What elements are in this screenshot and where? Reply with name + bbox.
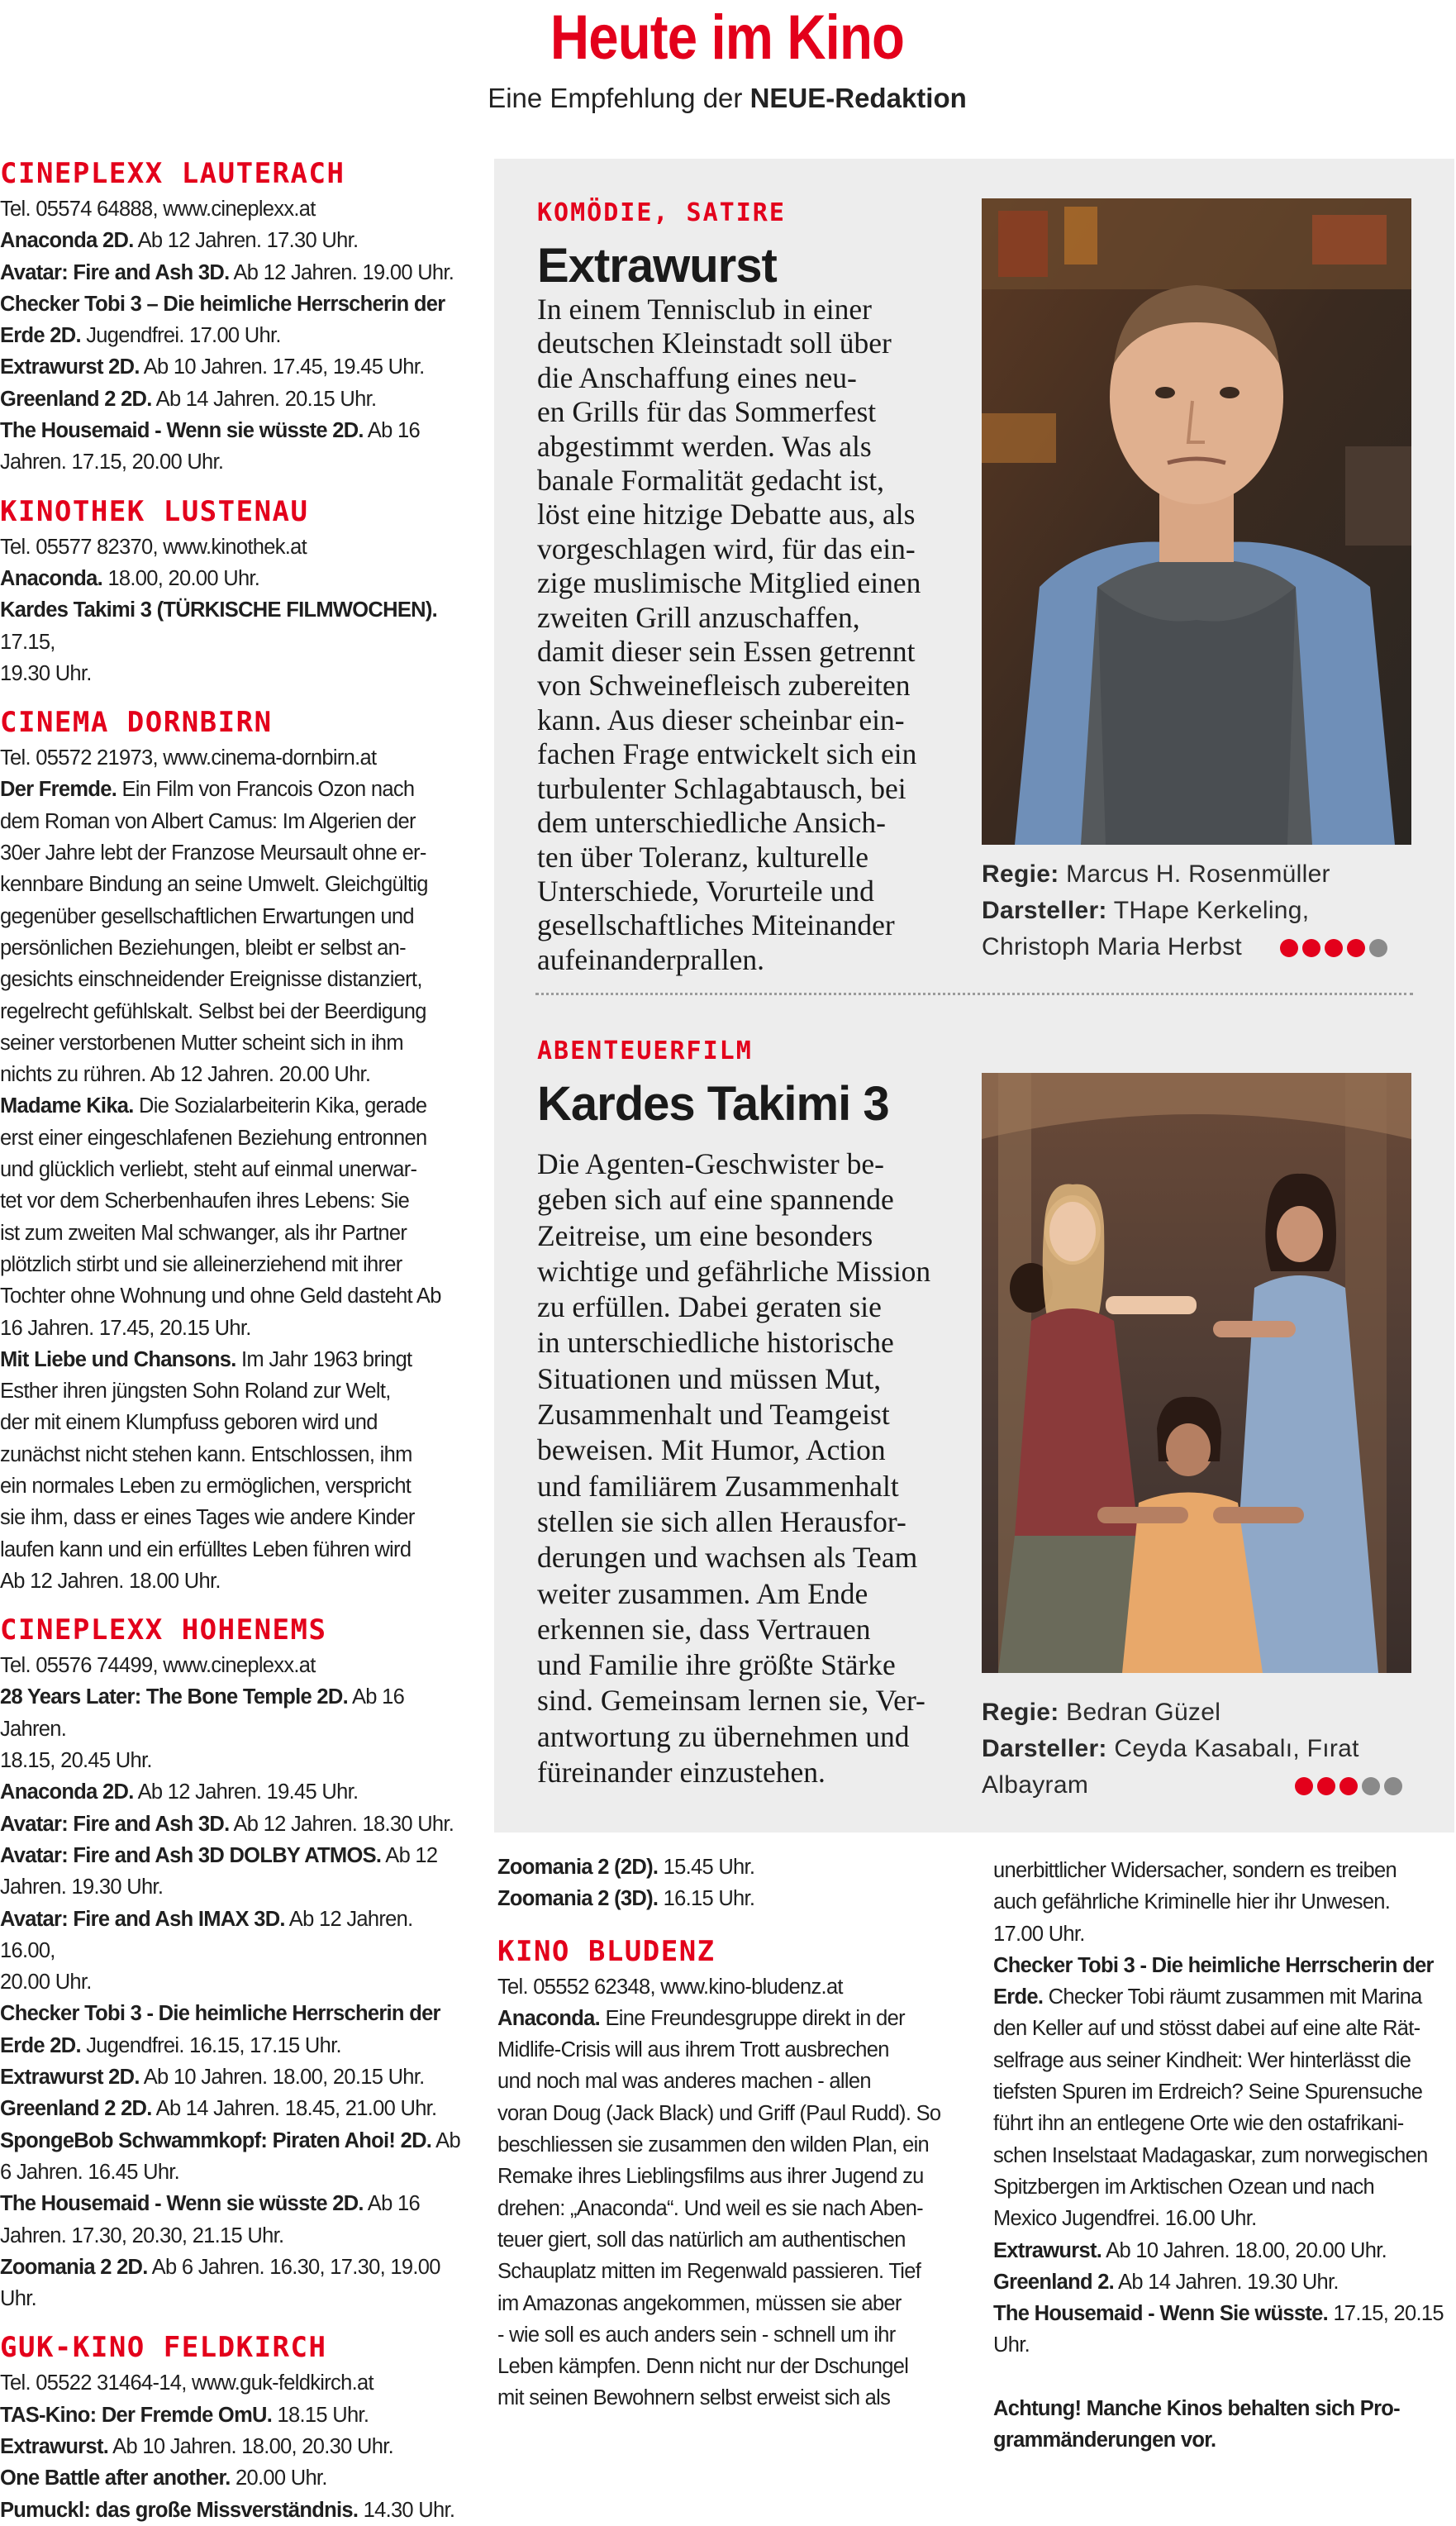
listing-line xyxy=(0,1776,463,1808)
listing-line xyxy=(0,932,463,964)
listing-text: beschliessen sie zusammen den wilden Plan, ein xyxy=(497,2133,930,2157)
listing-text: Jugendfrei. 16.15, 17.15 Uhr. xyxy=(80,2033,341,2057)
listing-text: erst einer eingeschlafenen Beziehung entronnen xyxy=(0,1126,427,1150)
cinema-listings-left xyxy=(0,154,463,2526)
film-title: One Battle after another. xyxy=(0,2466,231,2490)
listing-line xyxy=(993,2235,1456,2266)
listing-text: kennbare Bindung an seine Umwelt. Gleichgültig xyxy=(0,873,428,897)
rating-dot-filled xyxy=(1325,939,1343,957)
feature-body-line: turbulenter Schlagabtausch, bei xyxy=(537,771,906,805)
listing-line xyxy=(993,1855,1456,1886)
listing-line xyxy=(0,1375,463,1407)
film-title: Zoomania 2 (2D). xyxy=(497,1856,659,1879)
film-title: Checker Tobi 3 - Die heimliche Herrscherin der xyxy=(993,1953,1434,1977)
film-title: Avatar: Fire and Ash IMAX 3D. xyxy=(0,1907,285,1931)
film-title: Extrawurst 2D. xyxy=(0,2066,140,2090)
listing-text: Jahren. 19.30 Uhr. xyxy=(0,1875,164,1899)
listing-line xyxy=(0,415,463,446)
listing-text: Ab 16 xyxy=(363,419,420,443)
listing-line xyxy=(497,2319,944,2351)
listing-text: Ab 16 Jahren. xyxy=(0,1685,405,1741)
listing-text: den Keller auf und stösst dabei auf eine alte Rät- xyxy=(993,2017,1420,2041)
listing-line xyxy=(497,2382,944,2414)
listing-text: 18.15, 20.45 Uhr. xyxy=(0,1749,152,1773)
film-title: Mit Liebe und Chansons. xyxy=(0,1347,236,1371)
film-title: Checker Tobi 3 - Die heimliche Herrscherin der xyxy=(0,2002,440,2026)
listing-text: 30er Jahre lebt der Franzose Meursault ohne er- xyxy=(0,841,426,865)
feature-body xyxy=(537,293,983,977)
listing-text: Checker Tobi räumt zusammen mit Marina xyxy=(1043,1985,1422,2009)
rating-dot-filled xyxy=(1347,939,1365,957)
listing-line xyxy=(0,1313,463,1344)
listing-line xyxy=(993,1886,1456,1918)
listing-line xyxy=(497,2224,944,2256)
listing-line xyxy=(0,1154,463,1185)
film-title: Anaconda. xyxy=(497,2006,601,2030)
listing-text: Ab 12 Jahren. 19.00 Uhr. xyxy=(229,260,454,284)
film-title: Zoomania 2 2D. xyxy=(0,2255,148,2279)
feature-body-line: ten über Toleranz, kulturelle xyxy=(537,840,869,874)
feature-body-line: in unterschiedliche historische xyxy=(537,1326,894,1360)
listing-text: 17.15, 20.15 Uhr. xyxy=(993,2302,1444,2357)
listing-text: Ab 14 Jahren. 19.30 Uhr. xyxy=(1114,2270,1339,2294)
listing-text: Tochter ohne Wohnung und ohne Geld dasteht Ab xyxy=(0,1284,441,1308)
listing-text: gesichts einschneidender Ereignisse distanziert, xyxy=(0,968,422,992)
listing-text: 15.45 Uhr. xyxy=(658,1856,755,1879)
feature-body-line: deutschen Kleinstadt soll über xyxy=(537,326,892,360)
listing-line xyxy=(993,1918,1456,1950)
feature-body-line: aufeinanderprallen. xyxy=(537,942,764,976)
listing-line xyxy=(0,901,463,932)
listing-text: sie ihm, dass er eines Tages wie andere Kinder xyxy=(0,1506,415,1530)
film-title: Avatar: Fire and Ash 3D. xyxy=(0,260,230,284)
film-title: SpongeBob Schwammkopf: Piraten Ahoi! 2D. xyxy=(0,2128,432,2152)
rating-dot-filled xyxy=(1339,1777,1358,1795)
feature-body-line: Zusammenhalt und Teamgeist xyxy=(537,1398,890,1432)
listing-line xyxy=(0,2431,463,2462)
listing-line xyxy=(0,2220,463,2252)
listing-text: Ab 12 Jahren. 18.30 Uhr. xyxy=(229,1812,454,1836)
feature-title: Kardes Takimi 3 xyxy=(537,1077,889,1131)
feature-body-line: Situationen und müssen Mut, xyxy=(537,1361,882,1395)
listing-text: 6 Jahren. 16.45 Uhr. xyxy=(0,2160,180,2184)
film-title: Erde. xyxy=(993,1985,1044,2009)
listing-line xyxy=(0,1280,463,1312)
feature-body-line: Unterschiede, Vorurteile und xyxy=(537,874,874,908)
feature-body-line: erkennen sie, dass Vertrauen xyxy=(537,1612,871,1646)
cinema-contact: Tel. 05522 31464-14, www.guk-feldkirch.at xyxy=(0,2371,374,2395)
feature-body-line: fachen Frage entwickelt sich ein xyxy=(537,737,917,771)
feature-body-line: Zeitreise, um eine besonders xyxy=(537,1218,873,1252)
listing-text: Jugendfrei. 17.00 Uhr. xyxy=(80,324,281,348)
film-title: Extrawurst. xyxy=(0,2435,109,2458)
film-title: The Housemaid - Wenn sie wüsste 2D. xyxy=(0,2192,364,2216)
film-title: Greenland 2 2D. xyxy=(0,387,152,411)
film-title: The Housemaid - Wenn Sie wüsste. xyxy=(993,2302,1329,2326)
listing-line xyxy=(0,2400,463,2431)
listing-line xyxy=(993,1950,1456,1981)
feature-body-line: und familiärem Zusammenhalt xyxy=(537,1469,899,1503)
listing-line xyxy=(0,1439,463,1470)
listing-text: Ab 10 Jahren. 18.00, 20.30 Uhr. xyxy=(108,2435,393,2458)
feature-genre: KOMÖDIE, SATIRE xyxy=(537,198,786,227)
listing-line xyxy=(497,2003,944,2034)
listing-line xyxy=(0,774,463,805)
extrawurst-photo xyxy=(982,198,1411,845)
listing-line xyxy=(0,320,463,351)
listing-text: mit seinen Bewohnern selbst erweist sich als xyxy=(497,2386,891,2410)
kardes-takimi-photo xyxy=(982,1073,1411,1673)
film-title: Zoomania 2 (3D). xyxy=(497,1887,659,1911)
cinema-contact: Tel. 05552 62348, www.kino-bludenz.at xyxy=(497,1975,843,1999)
listing-line xyxy=(0,964,463,995)
listing-line xyxy=(0,2125,463,2157)
listing-text: Mexico Jugendfrei. 16.00 Uhr. xyxy=(993,2207,1257,2231)
schedule-notice: grammänderungen vor. xyxy=(993,2428,1216,2452)
listing-line xyxy=(993,2045,1456,2076)
film-title: Greenland 2. xyxy=(993,2270,1115,2294)
listing-text: Ab 12 Jahren. 18.00 Uhr. xyxy=(0,1569,221,1593)
listing-text: im Amazonas angekommen, müssen sie aber xyxy=(497,2291,902,2315)
listing-text: Ab 16 xyxy=(363,2192,420,2216)
listing-line xyxy=(993,2203,1456,2234)
listing-line xyxy=(993,2108,1456,2139)
listing-line xyxy=(993,2076,1456,2108)
listing-line xyxy=(0,1185,463,1217)
listing-text: Ab 12 Jahren. 17.30 Uhr. xyxy=(133,229,359,253)
feature-body-line: zu erfüllen. Dabei geraten sie xyxy=(537,1290,882,1324)
listing-text: 17.15, xyxy=(0,630,55,654)
listing-line xyxy=(993,2171,1456,2203)
listing-text: Ab 10 Jahren. 18.00, 20.15 Uhr. xyxy=(139,2066,425,2090)
cinema-contact: Tel. 05577 82370, www.kinothek.at xyxy=(0,535,307,559)
feature-body-line: geben sich auf eine spannende xyxy=(537,1183,894,1217)
feature-body-line: antwortung zu übernehmen und xyxy=(537,1719,910,1753)
listing-line xyxy=(0,225,463,256)
listing-text: regelrecht gefühlskalt. Selbst bei der Beerdigung xyxy=(0,999,426,1023)
film-title: 28 Years Later: The Bone Temple 2D. xyxy=(0,1685,348,1709)
listing-text: Ein Film von Francois Ozon nach xyxy=(117,778,415,802)
listing-line xyxy=(0,1745,463,1776)
feature-body-line: derungen und wachsen als Team xyxy=(537,1541,918,1575)
feature-divider xyxy=(535,993,1413,995)
rating-dot-filled xyxy=(1317,1777,1335,1795)
listing-line xyxy=(0,658,463,689)
listing-line xyxy=(0,1344,463,1375)
listing-text: zunächst nicht stehen kann. Entschlossen, ihm xyxy=(0,1442,412,1466)
listing-text: voran Doug (Jack Black) und Griff (Paul Rudd). So xyxy=(497,2101,941,2125)
listing-text: 18.00, 20.00 Uhr. xyxy=(102,566,260,590)
film-title: Erde 2D. xyxy=(0,324,81,348)
film-title: Anaconda 2D. xyxy=(0,229,134,253)
listing-text: - wie soll es auch anders sein - schnell um ihr xyxy=(497,2323,896,2347)
rating-dot-filled xyxy=(1295,1777,1313,1795)
listing-line xyxy=(0,1502,463,1533)
feature-body-line: weiter zusammen. Am Ende xyxy=(537,1576,868,1610)
listing-line xyxy=(0,1249,463,1280)
listing-line xyxy=(993,2140,1456,2171)
listing-line xyxy=(0,1218,463,1249)
feature-body-line: löst eine hitzige Debatte aus, als xyxy=(537,498,916,531)
listing-text: 16.15 Uhr. xyxy=(658,1887,755,1911)
feature-genre: ABENTEUERFILM xyxy=(537,1037,753,1065)
listing-line xyxy=(0,996,463,1027)
listing-text: selfrage aus seiner Kindheit: Wer hinterlässt die xyxy=(993,2048,1411,2072)
cinema-name: CINEPLEXX HOHENEMS xyxy=(0,1613,327,1647)
film-title: The Housemaid - Wenn sie wüsste 2D. xyxy=(0,419,364,443)
rating-dot-empty xyxy=(1384,1777,1402,1795)
feature-body-line: In einem Tennisclub in einer xyxy=(537,293,872,326)
listing-line xyxy=(0,257,463,288)
listing-text: gegenüber gesellschaftlichen Erwartungen und xyxy=(0,904,414,928)
listing-text: Leben kämpfen. Denn nicht nur der Dschungel xyxy=(497,2355,909,2379)
listing-text: Im Jahr 1963 bringt xyxy=(236,1347,412,1371)
listing-line xyxy=(497,2098,944,2129)
feature-body-line: zweiten Grill anzuschaffen, xyxy=(537,600,860,634)
listing-line xyxy=(0,2188,463,2219)
listing-line xyxy=(0,1407,463,1438)
listing-line xyxy=(0,2462,463,2494)
film-title: TAS-Kino: Der Fremde OmU. xyxy=(0,2403,273,2427)
listing-text: Spitzbergen im Arktischen Ozean und nach xyxy=(993,2175,1375,2199)
film-title: Kardes Takimi 3 (TÜRKISCHE FILMWOCHEN). xyxy=(0,598,438,622)
listing-text: persönlichen Beziehungen, bleibt er selbst an- xyxy=(0,936,406,960)
film-title: Extrawurst. xyxy=(993,2238,1102,2262)
cinema-name: KINO BLUDENZ xyxy=(497,1934,716,1968)
feature-body-line: die Anschaffung eines neu- xyxy=(537,360,857,394)
listing-line xyxy=(497,2066,944,2097)
listing-text: Remake ihres Lieblingsfilms aus ihrer Jugend zu xyxy=(497,2165,924,2189)
listing-text: Ab 6 Jahren. 16.30, 17.30, 19.00 Uhr. xyxy=(0,2255,440,2311)
listing-line xyxy=(497,1852,944,1883)
feature-body xyxy=(537,1146,983,1790)
listing-text: führt ihn an entlegene Orte wie den ostafrikani- xyxy=(993,2112,1404,2136)
listing-text: laufen kann und ein erfülltes Leben führen wird xyxy=(0,1537,412,1561)
listing-line xyxy=(0,2030,463,2061)
rating-dots xyxy=(1295,1777,1402,1795)
listing-text: tiefsten Spuren im Erdreich? Seine Spurensuche xyxy=(993,2080,1423,2104)
listing-text: Ab 10 Jahren. 17.45, 19.45 Uhr. xyxy=(139,355,425,379)
listing-text: 16 Jahren. 17.45, 20.15 Uhr. xyxy=(0,1316,251,1340)
cinema-name: KINOTHEK LUSTENAU xyxy=(0,494,309,528)
feature-body-line: stellen sie sich allen Herausfor- xyxy=(537,1504,906,1538)
listing-line xyxy=(0,1966,463,1998)
listing-text: Ab 14 Jahren. 18.45, 21.00 Uhr. xyxy=(151,2097,437,2121)
listing-line xyxy=(0,1470,463,1502)
feature-body-line: von Schweinefleisch zubereiten xyxy=(537,669,911,703)
page-subtitle: Eine Empfehlung der NEUE-Redaktion xyxy=(488,83,967,113)
listing-text: Eine Freundesgruppe direkt in der xyxy=(600,2006,905,2030)
feature-body-line: und Familie ihre größte Stärke xyxy=(537,1648,896,1682)
feature-body-line: en Grills für das Sommerfest xyxy=(537,395,877,429)
feature-body-line: kann. Aus dieser scheinbar ein- xyxy=(537,703,905,736)
listing-line xyxy=(497,2161,944,2192)
listing-text: teuer giert, soll das natürlich am authentischen xyxy=(497,2228,906,2252)
film-title: Checker Tobi 3 – Die heimliche Herrscherin der xyxy=(0,292,445,316)
listing-line xyxy=(0,806,463,837)
listing-line xyxy=(0,446,463,478)
listing-line xyxy=(0,1122,463,1154)
cinema-contact: Tel. 05576 74499, www.cineplexx.at xyxy=(0,1654,316,1678)
listing-line xyxy=(497,2129,944,2161)
cinema-contact: Tel. 05572 21973, www.cinema-dornbirn.at xyxy=(0,746,377,770)
feature-body-line: banale Formalität gedacht ist, xyxy=(537,464,884,498)
listing-line xyxy=(0,384,463,415)
listing-line xyxy=(497,2288,944,2319)
listing-line xyxy=(0,1904,463,1967)
listing-line xyxy=(0,1871,463,1903)
listing-line xyxy=(0,1998,463,2029)
schedule-notice: Achtung! Manche Kinos behalten sich Pro- xyxy=(993,2396,1400,2420)
film-title: Greenland 2 2D. xyxy=(0,2097,152,2121)
listing-text: dem Roman von Albert Camus: Im Algerien der xyxy=(0,809,416,833)
feature-body-line: sind. Gemeinsam lernen sie, Ver- xyxy=(537,1684,925,1718)
listing-line xyxy=(497,2256,944,2287)
feature-credits: Regie: Bedran Güzel Darsteller: Ceyda Kasabalı, Fırat Albayram xyxy=(982,1694,1411,1804)
cinema-listings-middle xyxy=(497,1852,944,2414)
cinema-name: GUK-KINO FELDKIRCH xyxy=(0,2331,327,2365)
listing-text: Esther ihren jüngsten Sohn Roland zur Welt, xyxy=(0,1380,391,1404)
listing-line xyxy=(993,2013,1456,2044)
film-title: Anaconda 2D. xyxy=(0,1780,134,1804)
feature-body-line: wichtige und gefährliche Mission xyxy=(537,1254,931,1288)
listing-line xyxy=(0,1059,463,1090)
feature-body-line: gesellschaftliches Miteinander xyxy=(537,908,895,942)
listing-line xyxy=(0,2252,463,2315)
listing-text: Ab 14 Jahren. 20.15 Uhr. xyxy=(151,387,377,411)
listing-text: plötzlich stirbt und sie alleinerziehend mit ihrer xyxy=(0,1252,402,1276)
feature-credits: Regie: Marcus H. Rosenmüller Darsteller: THape Kerkeling, Christoph Maria Herbst xyxy=(982,856,1411,965)
feature-body-line: abgestimmt werden. Was als xyxy=(537,429,872,463)
listing-text: Midlife-Crisis will aus ihrem Trott ausbrechen xyxy=(497,2038,889,2062)
listing-line xyxy=(0,1566,463,1597)
feature-body-line: damit dieser sein Essen getrennt xyxy=(537,635,916,669)
feature-body-line: dem unterschiedliche Ansich- xyxy=(537,806,886,840)
listing-text: Jahren. 17.15, 20.00 Uhr. xyxy=(0,450,224,474)
listing-text: ist zum zweiten Mal schwanger, als ihr Partner xyxy=(0,1221,407,1245)
page-title: Heute im Kino xyxy=(550,2,905,73)
feature-body-line: zige muslimische Mitglied einen xyxy=(537,566,921,600)
listing-line xyxy=(0,351,463,383)
listing-line xyxy=(0,2061,463,2093)
listing-text: drehen: „Anaconda“. Und weil es sie nach Aben- xyxy=(497,2196,923,2220)
listing-line xyxy=(0,594,463,658)
listing-line xyxy=(497,1883,944,1914)
film-title: Extrawurst 2D. xyxy=(0,355,140,379)
listing-line xyxy=(0,1809,463,1840)
listing-text: 20.00 Uhr. xyxy=(0,1971,92,1995)
feature-body-line: füreinander einzustehen. xyxy=(537,1756,826,1790)
listing-text: 19.30 Uhr. xyxy=(0,661,92,685)
cinema-name: CINEMA DORNBIRN xyxy=(0,706,273,740)
listing-line xyxy=(0,1681,463,1745)
listing-text: Ab xyxy=(431,2128,460,2152)
film-title: Avatar: Fire and Ash 3D DOLBY ATMOS. xyxy=(0,1843,382,1867)
listing-line xyxy=(993,1981,1456,2013)
listing-line xyxy=(0,837,463,869)
listing-text: Ab 12 Jahren. 19.45 Uhr. xyxy=(133,1780,359,1804)
listing-text: nichts zu rühren. Ab 12 Jahren. 20.00 Uhr. xyxy=(0,1063,371,1087)
feature-title: Extrawurst xyxy=(537,239,777,293)
feature-body-line: beweisen. Mit Humor, Action xyxy=(537,1433,886,1467)
listing-line xyxy=(0,2495,463,2526)
listing-line xyxy=(497,2351,944,2382)
rating-dots xyxy=(1280,939,1387,957)
listing-line xyxy=(497,2034,944,2066)
film-title: Erde 2D. xyxy=(0,2033,81,2057)
listing-line xyxy=(993,2298,1456,2362)
listing-line xyxy=(0,1027,463,1059)
listing-text: 17.00 Uhr. xyxy=(993,1922,1085,1946)
rating-dot-filled xyxy=(1280,939,1298,957)
cinema-listings-right xyxy=(993,1855,1456,2456)
cinema-contact: Tel. 05574 64888, www.cineplexx.at xyxy=(0,198,316,221)
film-title: Madame Kika. xyxy=(0,1094,134,1118)
listing-line xyxy=(497,2193,944,2224)
listing-text: 14.30 Uhr. xyxy=(358,2498,455,2522)
listing-text: und glücklich verliebt, steht auf einmal unerwar- xyxy=(0,1158,417,1182)
listing-text: seiner verstorbenen Mutter scheint sich in ihm xyxy=(0,1031,403,1055)
listing-text: der mit einem Klumpfuss geboren wird und xyxy=(0,1411,378,1435)
listing-line xyxy=(0,1534,463,1566)
listing-line xyxy=(0,1840,463,1871)
film-title: Anaconda. xyxy=(0,566,103,590)
rating-dot-empty xyxy=(1369,939,1387,957)
listing-text: auch gefährliche Kriminelle hier ihr Unwesen. xyxy=(993,1890,1391,1914)
feature-body-line: vorgeschlagen wird, für das ein- xyxy=(537,531,916,565)
feature-body-line: Die Agenten-Geschwister be- xyxy=(537,1147,884,1180)
film-title: Avatar: Fire and Ash 3D. xyxy=(0,1812,230,1836)
listing-text: Ab 12 Jahren. 16.00, xyxy=(0,1907,413,1962)
listing-text: schen Inselstaat Madagaskar, zum norwegischen xyxy=(993,2143,1428,2167)
film-title: Der Fremde. xyxy=(0,778,117,802)
listing-line xyxy=(0,2157,463,2188)
listing-text: Schauplatz mitten im Regenwald passieren. Tief xyxy=(497,2260,921,2284)
listing-line xyxy=(0,288,463,320)
listing-text: und noch mal was anderes machen - allen xyxy=(497,2070,871,2094)
listing-text: Ab 12 xyxy=(381,1843,438,1867)
film-title: Pumuckl: das große Missverständnis. xyxy=(0,2498,359,2522)
rating-dot-empty xyxy=(1362,1777,1380,1795)
listing-text: Die Sozialarbeiterin Kika, gerade xyxy=(133,1094,427,1118)
listing-text: 20.00 Uhr. xyxy=(230,2466,327,2490)
listing-text: Ab 10 Jahren. 18.00, 20.00 Uhr. xyxy=(1102,2238,1387,2262)
rating-dot-filled xyxy=(1302,939,1320,957)
listing-line xyxy=(993,2266,1456,2298)
listing-line xyxy=(0,869,463,900)
listing-text: 18.15 Uhr. xyxy=(272,2403,369,2427)
listing-line xyxy=(0,1090,463,1122)
listing-text: Jahren. 17.30, 20.30, 21.15 Uhr. xyxy=(0,2223,284,2247)
listing-text: unerbittlicher Widersacher, sondern es treiben xyxy=(993,1859,1397,1882)
listing-line xyxy=(0,563,463,594)
listing-text: tet vor dem Scherbenhaufen ihres Lebens: Sie xyxy=(0,1189,410,1213)
cinema-name: CINEPLEXX LAUTERACH xyxy=(0,157,345,190)
listing-text: ein normales Leben zu ermöglichen, verspricht xyxy=(0,1474,412,1498)
listing-line xyxy=(0,2093,463,2124)
